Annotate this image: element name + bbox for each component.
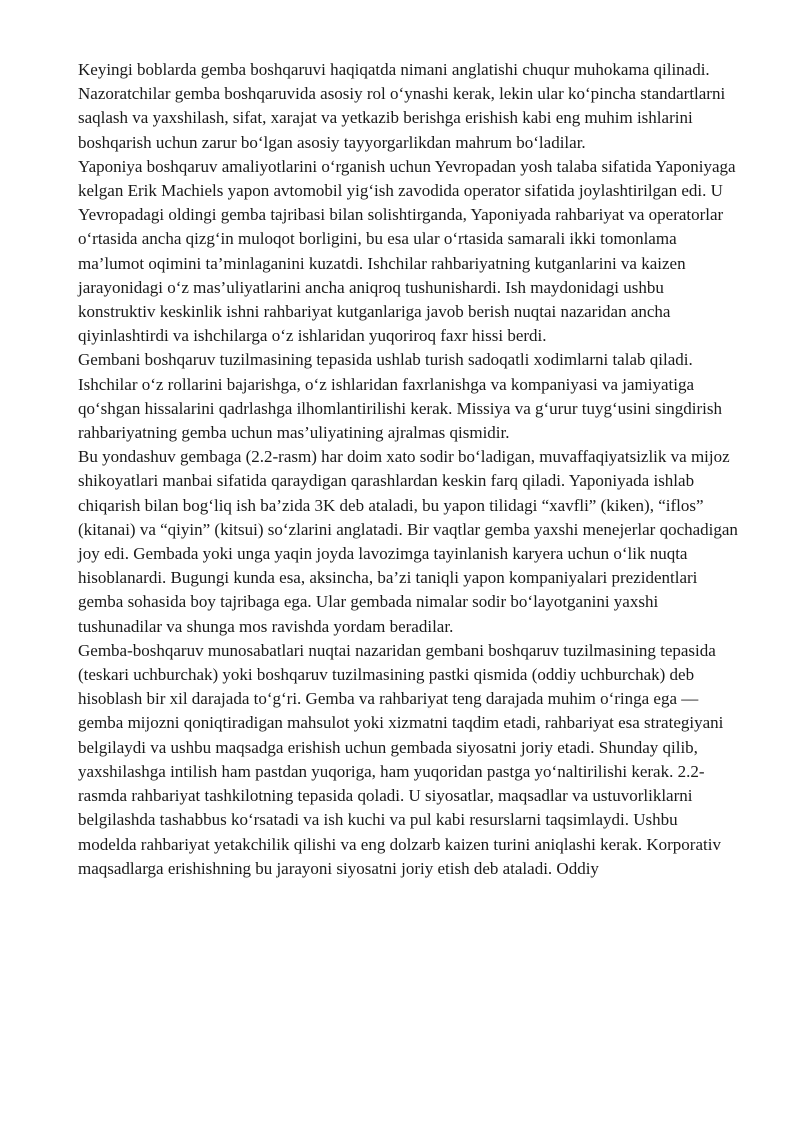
- document-page: [78, 58, 738, 881]
- paragraph-1: Keyingi boblarda gemba boshqaruvi haqiqatda nimani anglatishi chuqur muhokama qilinadi. Nazoratchilar gemba boshqaruvida asosiy rol o‘ynashi kerak, lekin ular ko‘pincha standartlarni saqlash va yaxshilash, sifat, xarajat va yetkazib berishga erishish kabi eng muhim ishlarini boshqarish uchun zarur bo‘lgan asosiy tayyorgarlikdan mahrum bo‘ladilar.: [78, 60, 726, 152]
- paragraph-5: Gemba-boshqaruv munosabatlari nuqtai nazaridan gembani boshqaruv tuzilmasining tepasida (teskari uchburchak) yoki boshqaruv tuzilmasining pastki qismida (oddiy uchburchak) deb hisoblash bir xil darajada to‘g‘ri. Gemba va rahbariyat teng darajada muhim o‘ringa ega — gemba mijozni qoniqtiradigan mahsulot yoki xizmatni taqdim etadi, rahbariyat esa strategiyani belgilaydi va ushbu maqsadga erishish uchun gembada siyosatni joriy etadi. Shunday qilib, yaxshilashga intilish ham pastdan yuqoriga, ham yuqoridan pastga yo‘naltirilishi kerak. 2.2-rasmda rahbariyat tashkilotning tepasida qoladi. U siyosatlar, maqsadlar va ustuvorliklarni belgilashda tashabbus ko‘rsatadi va ish kuchi va pul kabi resurslarni taqsimlaydi. Ushbu modelda rahbariyat yetakchilik qilishi va eng dolzarb kaizen turini aniqlashi kerak. Korporativ maqsadlarga erishishning bu jarayoni siyosatni joriy etish deb ataladi. Oddiy: [78, 640, 724, 878]
- paragraph-4: Bu yondashuv gembaga (2.2-rasm) har doim xato sodir bo‘ladigan, muvaffaqiyatsizlik va mijoz shikoyatlari manbai sifatida qaraydigan qarashlardan keskin farq qiladi. Yaponiyada ishlab chiqarish bilan bog‘liq ish ba’zida 3K deb ataladi, bu yapon tilidagi “xavfli” (kiken), “iflos” (kitanai) va “qiyin” (kitsui) so‘zlarini anglatadi. Bir vaqtlar gemba yaxshi menejerlar qochadigan joy edi. Gembada yoki unga yaqin joyda lavozimga tayinlanish karyera uchun o‘lik nuqta hisoblanardi. Bugungi kunda esa, aksincha, ba’zi taniqli yapon kompaniyalari prezidentlari gemba sohasida boy tajribaga ega. Ular gembada nimalar sodir bo‘layotganini yaxshi tushunadilar va shunga mos ravishda yordam beradilar.: [78, 447, 738, 636]
- paragraph-2: Yaponiya boshqaruv amaliyotlarini o‘rganish uchun Yevropadan yosh talaba sifatida Yaponiyaga kelgan Erik Machiels yapon avtomobil yig‘ish zavodida operator sifatida joylashtirilgan edi. U Yevropadagi oldingi gemba tajribasi bilan solishtirganda, Yaponiyada rahbariyat va operatorlar o‘rtasida ancha qizg‘in muloqot borligini, bu esa ular o‘rtasida samarali ikki tomonlama ma’lumot oqimini ta’minlaganini kuzatdi. Ishchilar rahbariyatning kutganlarini va kaizen jarayonidagi o‘z mas’uliyatlarini ancha aniqroq tushunishardi. Ish maydonidagi ushbu konstruktiv keskinlik ishni rahbariyat kutganlariga javob berish nuqtai nazaridan ancha qiyinlashtirdi va ishchilarga o‘z ishlaridan yuqoriroq faxr hissi berdi.: [78, 156, 736, 346]
- paragraph-3: Gembani boshqaruv tuzilmasining tepasida ushlab turish sadoqatli xodimlarni talab qiladi. Ishchilar o‘z rollarini bajarishga, o‘z ishlaridan faxrlanishga va kompaniyasi va jamiyatiga qo‘shgan hissalarini qadrlashga ilhomlantirilishi kerak. Missiya va g‘urur tuyg‘usini singdirish rahbariyatning gemba uchun mas’uliyatining ajralmas qismidir.: [78, 350, 723, 443]
